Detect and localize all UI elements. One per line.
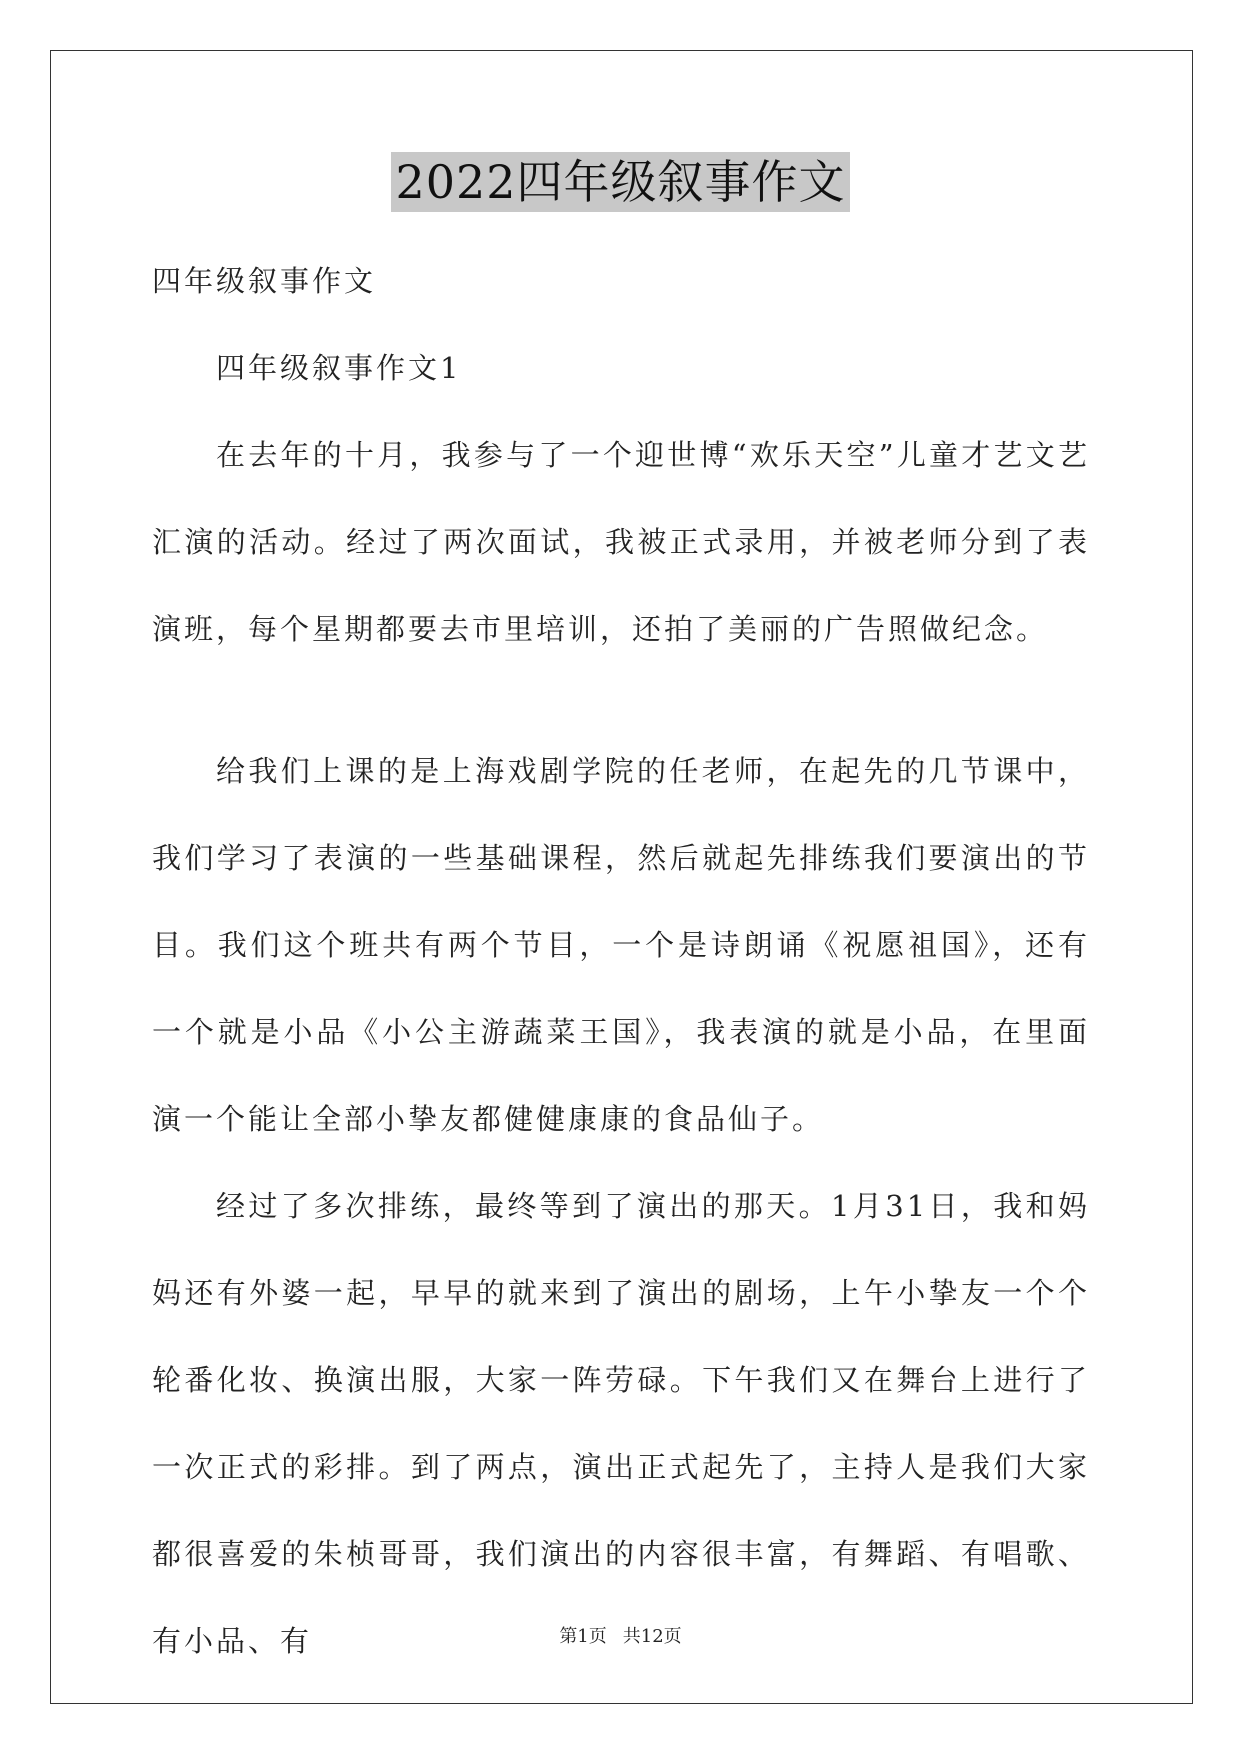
paragraph-1: 在去年的十月，我参与了一个迎世博“欢乐天空”儿童才艺文艺汇演的活动。经过了两次面试，我被正式录用，并被老师分到了表演班，每个星期都要去市里培训，还拍了美丽的广告照做纪念。: [152, 438, 1090, 646]
title-container: [0, 152, 1241, 212]
document-body: [152, 238, 1090, 1685]
section-heading: 四年级叙事作文1: [216, 351, 462, 385]
page-number: 第1页: [559, 1626, 607, 1647]
document-subtitle: 四年级叙事作文: [152, 264, 377, 298]
paragraph-2: 给我们上课的是上海戏剧学院的任老师，在起先的几节课中，我们学习了表演的一些基础课程，然后就起先排练我们要演出的节目。我们这个班共有两个节目，一个是诗朗诵《祝愿祖国》，还有一个就是小品《小公主游蔬菜王国》，我表演的就是小品，在里面演一个能让全部小挚友都健健康康的食品仙子。: [152, 754, 1090, 1136]
total-pages: 共12页: [622, 1626, 682, 1647]
paragraph-3: 经过了多次排练，最终等到了演出的那天。1月31日，我和妈妈还有外婆一起，早早的就来到了演出的剧场，上午小挚友一个个轮番化妆、换演出服，大家一阵劳碌。下午我们又在舞台上进行了一次正式的彩排。到了两点，演出正式起先了，主持人是我们大家都很喜爱的朱桢哥哥，我们演出的内容很丰富，有舞蹈、有唱歌、有小品、有: [152, 1189, 1090, 1658]
paragraph-gap: [152, 673, 1090, 728]
document-title: 2022四年级叙事作文: [391, 152, 849, 212]
page-footer: [0, 1622, 1241, 1648]
